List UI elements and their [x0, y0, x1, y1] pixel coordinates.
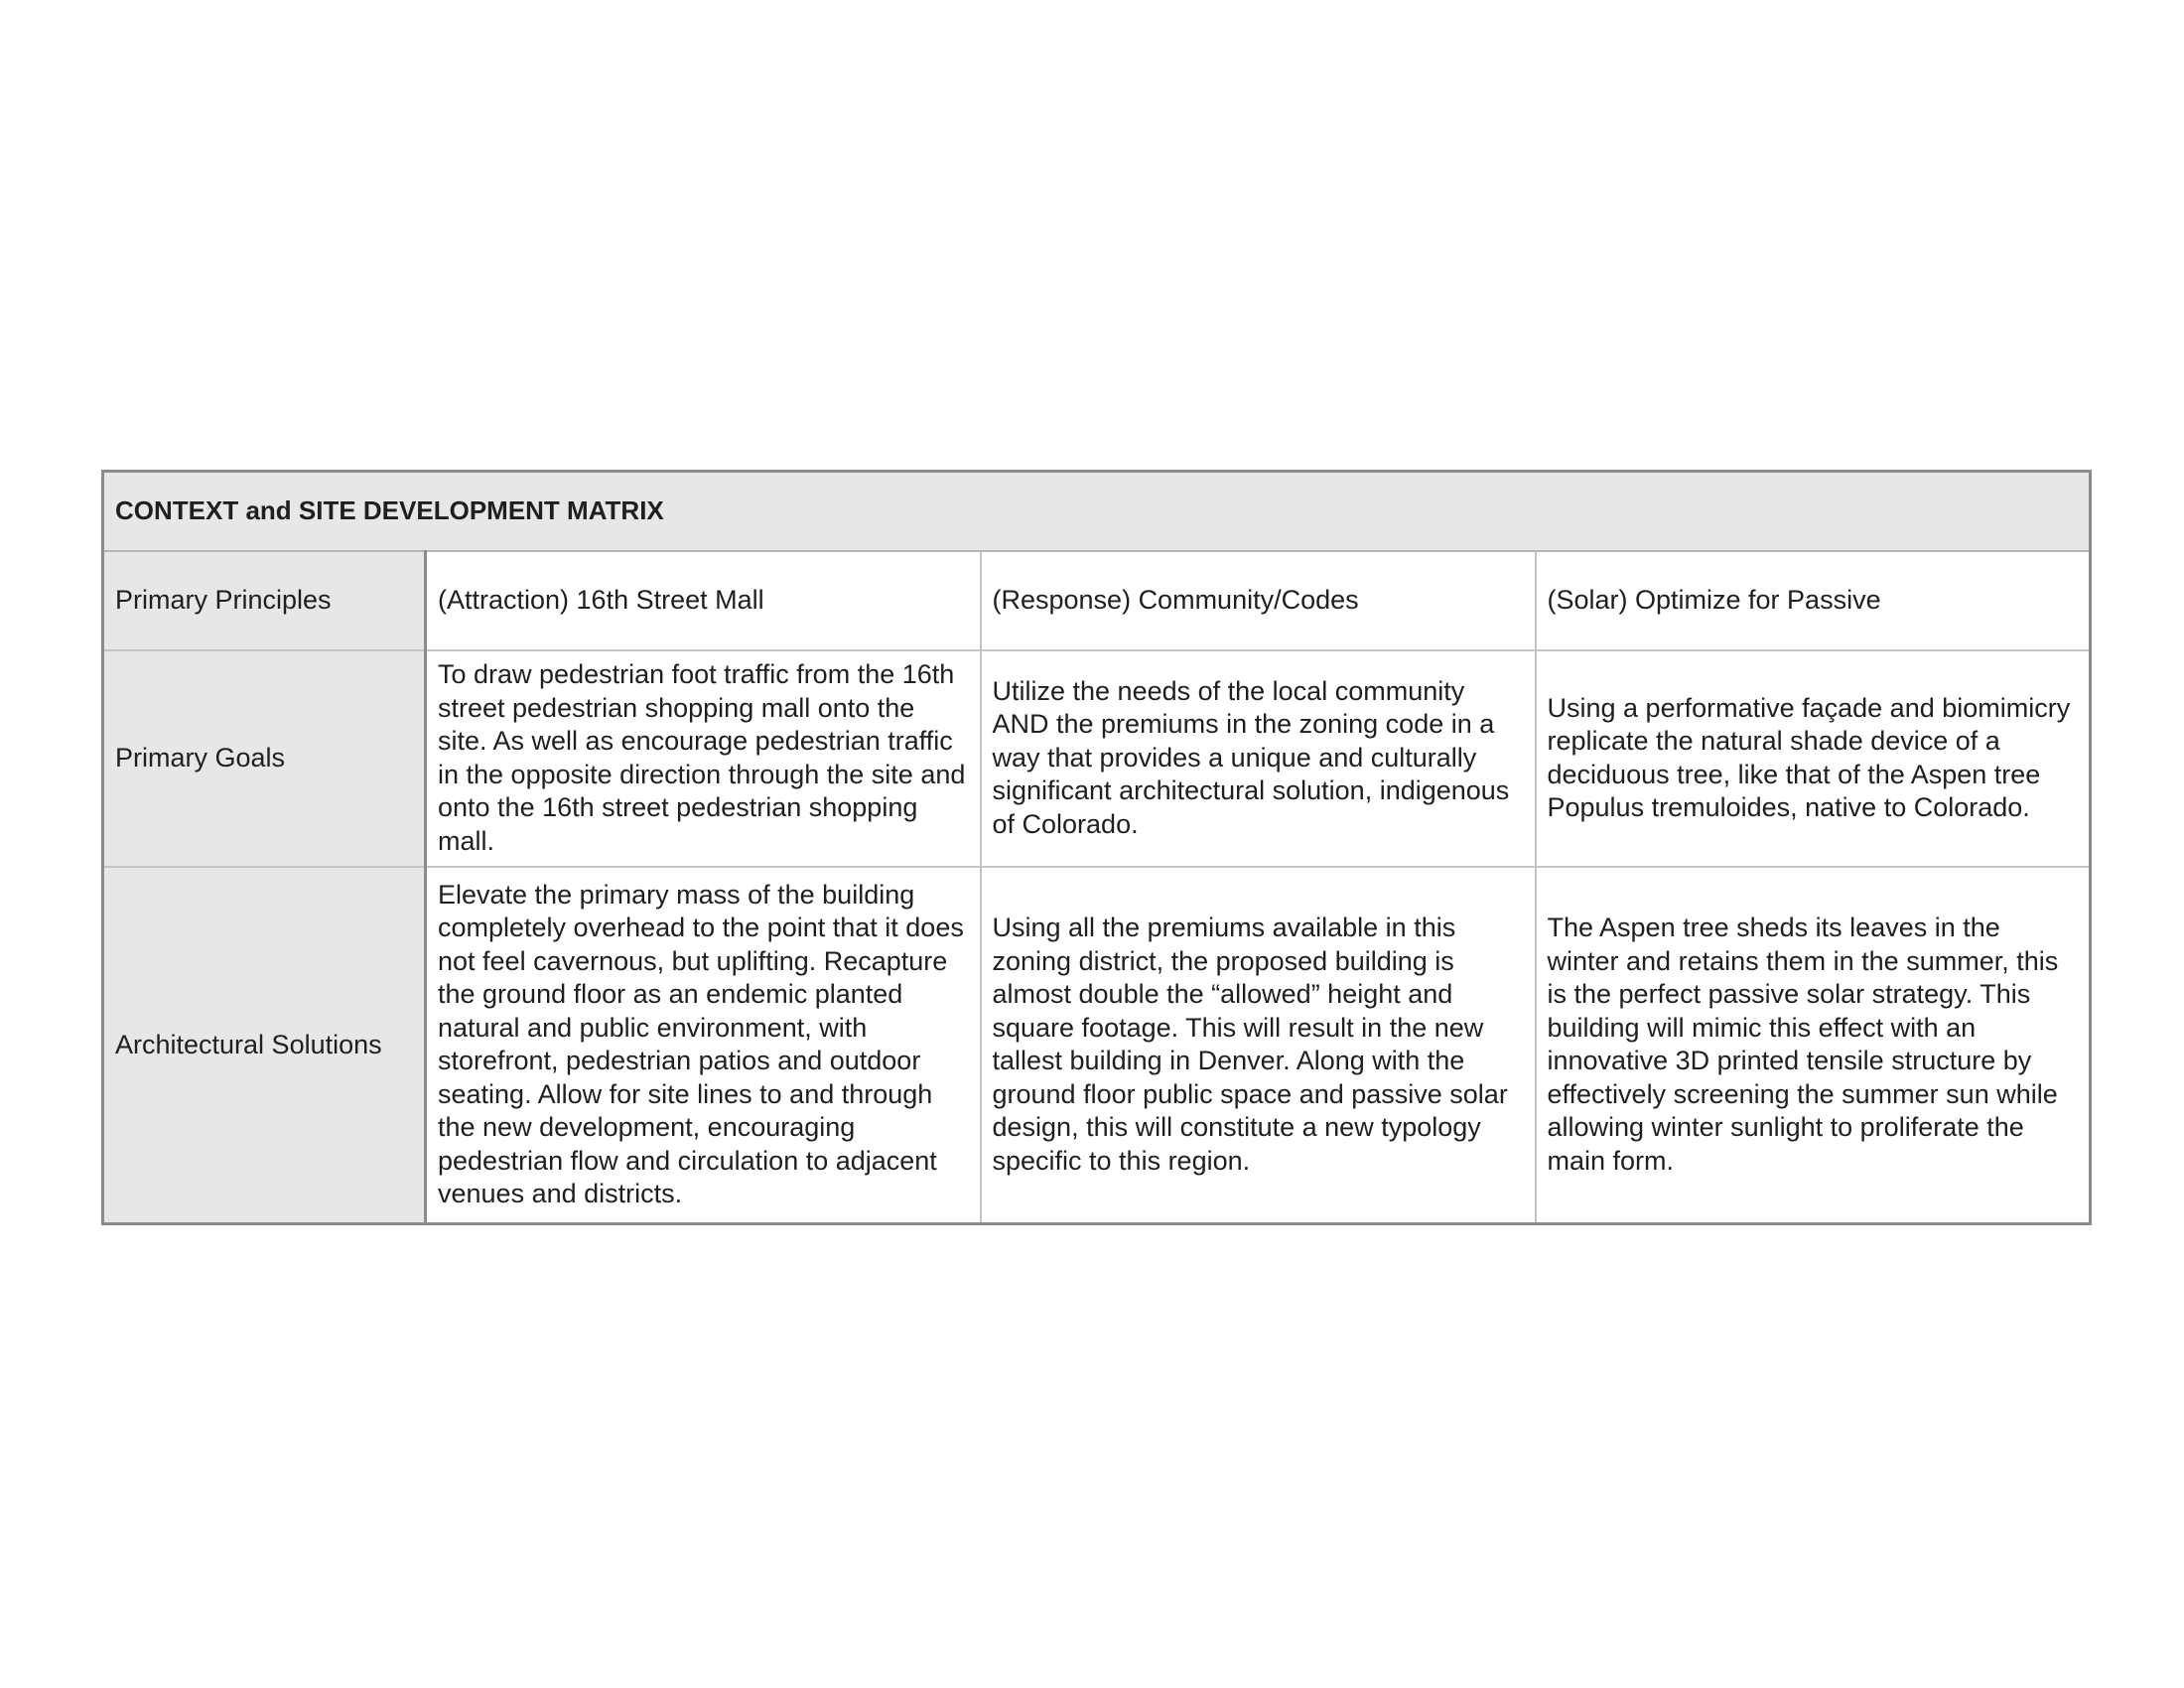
- table-cell: (Attraction) 16th Street Mall: [426, 551, 981, 650]
- table-cell: (Solar) Optimize for Passive: [1536, 551, 2091, 650]
- context-site-development-matrix: [101, 470, 2092, 1225]
- table-row: [103, 551, 2091, 650]
- table-row: [103, 867, 2091, 1224]
- table-row: [103, 650, 2091, 867]
- table-cell: Elevate the primary mass of the building completely overhead to the point that it does not feel cavernous, but uplifting. Recapture the ground floor as an endemic planted natural and public environment, with storefront, pedestrian patios and outdoor seating. Allow for site lines to and through the new development, encouraging pedestrian flow and circulation to adjacent venues and districts.: [426, 867, 981, 1224]
- table-cell: Using all the premiums available in this zoning district, the proposed building is almost double the “allowed” height and square footage. This will result in the new tallest building in Denver. Along with the ground floor public space and passive solar design, this will constitute a new typology specific to this region.: [981, 867, 1536, 1224]
- table-cell: Utilize the needs of the local community AND the premiums in the zoning code in a way that provides a unique and culturally significant architectural solution, indigenous of Colorado.: [981, 650, 1536, 867]
- table-cell: To draw pedestrian foot traffic from the 16th street pedestrian shopping mall onto the site. As well as encourage pedestrian traffic in the opposite direction through the site and onto the 16th street pedestrian shopping mall.: [426, 650, 981, 867]
- table-cell: Using a performative façade and biomimicry replicate the natural shade device of a deciduous tree, like that of the Aspen tree Populus tremuloides, native to Colorado.: [1536, 650, 2091, 867]
- matrix-title-row: [103, 472, 2091, 551]
- table-cell: (Response) Community/Codes: [981, 551, 1536, 650]
- row-label-primary-principles: Primary Principles: [103, 551, 426, 650]
- matrix-title: CONTEXT and SITE DEVELOPMENT MATRIX: [103, 472, 2091, 551]
- row-label-primary-goals: Primary Goals: [103, 650, 426, 867]
- table-cell: The Aspen tree sheds its leaves in the winter and retains them in the summer, this is the perfect passive solar strategy. This building will mimic this effect with an innovative 3D printed tensile structure by effectively screening the summer sun while allowing winter sunlight to proliferate the main form.: [1536, 867, 2091, 1224]
- row-label-architectural-solutions: Architectural Solutions: [103, 867, 426, 1224]
